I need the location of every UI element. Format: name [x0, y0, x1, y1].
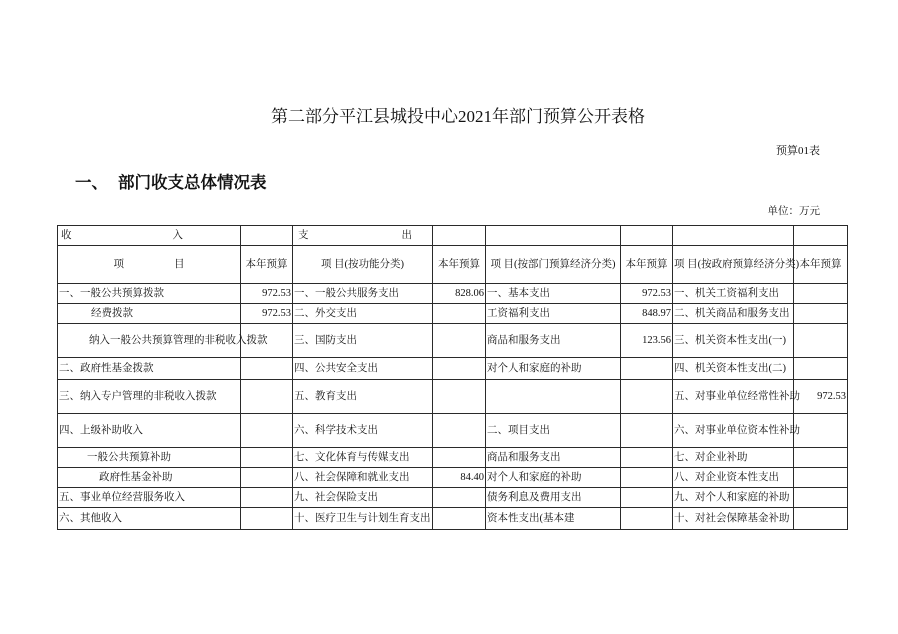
gov-item-cell: 一、机关工资福利支出	[673, 284, 794, 304]
income-char-2: 入	[172, 229, 183, 241]
header-by-gov-econ: 项 目(按政府预算经济分类)	[673, 246, 794, 284]
function-item-cell: 五、教育支出	[293, 380, 433, 414]
income-item-cell: 三、纳入专户管理的非税收入拨款	[58, 380, 241, 414]
empty-cell	[433, 414, 486, 448]
income-item-cell: 六、其他收入	[58, 508, 241, 530]
header-item-char-1: 项	[113, 258, 124, 270]
empty-cell	[621, 358, 673, 380]
table-row	[58, 468, 848, 488]
income-item-cell: 一、一般公共预算拨款	[58, 284, 241, 304]
section-heading-number: 一、	[75, 173, 108, 192]
empty-cell	[433, 448, 486, 468]
empty-cell	[794, 226, 848, 246]
income-budget-cell: 972.53	[241, 304, 293, 324]
dept-item-cell: 商品和服务支出	[486, 324, 621, 358]
dept-budget-cell: 848.97	[621, 304, 673, 324]
table-top-row	[58, 226, 848, 246]
gov-item-cell: 九、对个人和家庭的补助	[673, 488, 794, 508]
empty-cell	[621, 380, 673, 414]
section-heading	[75, 172, 267, 194]
dept-item-cell: 债务利息及费用支出	[486, 488, 621, 508]
dept-item-cell: 一、基本支出	[486, 284, 621, 304]
unit-label: 单位：万元	[767, 206, 820, 217]
dept-item-cell: 商品和服务支出	[486, 448, 621, 468]
income-budget-cell: 972.53	[241, 284, 293, 304]
gov-item-cell: 二、机关商品和服务支出	[673, 304, 794, 324]
table-row	[58, 380, 848, 414]
table-header-row	[58, 246, 848, 284]
empty-cell	[241, 226, 293, 246]
header-gov-budget: 本年预算	[794, 246, 848, 284]
empty-cell	[241, 468, 293, 488]
table-row	[58, 358, 848, 380]
empty-cell	[433, 508, 486, 530]
empty-cell	[794, 508, 848, 530]
header-dept-budget: 本年预算	[621, 246, 673, 284]
empty-cell	[621, 448, 673, 468]
empty-cell	[794, 324, 848, 358]
empty-cell	[433, 226, 486, 246]
empty-cell	[794, 488, 848, 508]
empty-cell	[241, 448, 293, 468]
dept-item-cell: 对个人和家庭的补助	[486, 358, 621, 380]
empty-cell	[794, 358, 848, 380]
dept-budget-cell: 123.56	[621, 324, 673, 358]
empty-cell	[486, 226, 621, 246]
dept-item-cell: 对个人和家庭的补助	[486, 468, 621, 488]
empty-cell	[241, 488, 293, 508]
table-row	[58, 324, 848, 358]
header-income-item	[58, 246, 241, 284]
gov-item-cell: 四、机关资本性支出(二)	[673, 358, 794, 380]
empty-cell	[794, 448, 848, 468]
empty-cell	[621, 488, 673, 508]
header-function-budget: 本年预算	[433, 246, 486, 284]
gov-item-cell: 八、对企业资本性支出	[673, 468, 794, 488]
income-item-cell: 一般公共预算补助	[58, 448, 241, 468]
empty-cell	[794, 468, 848, 488]
empty-cell	[621, 468, 673, 488]
section-heading-text: 部门收支总体情况表	[118, 173, 267, 192]
empty-cell	[794, 304, 848, 324]
income-item-cell: 纳入一般公共预算管理的非税收入拨款	[58, 324, 241, 358]
empty-cell	[241, 508, 293, 530]
income-item-cell: 五、事业单位经营服务收入	[58, 488, 241, 508]
income-item-cell: 四、上级补助收入	[58, 414, 241, 448]
empty-cell	[433, 358, 486, 380]
function-item-cell: 九、社会保险支出	[293, 488, 433, 508]
income-section-header	[58, 226, 241, 246]
empty-cell	[241, 414, 293, 448]
dept-budget-cell: 972.53	[621, 284, 673, 304]
gov-item-cell: 十、对社会保障基金补助	[673, 508, 794, 530]
gov-item-cell: 三、机关资本性支出(一)	[673, 324, 794, 358]
empty-cell	[433, 304, 486, 324]
income-item-cell: 二、政府性基金拨款	[58, 358, 241, 380]
function-item-cell: 十、医疗卫生与计划生育支出	[293, 508, 433, 530]
empty-cell	[621, 226, 673, 246]
empty-cell	[433, 324, 486, 358]
document-title: 第二部分平江县城投中心2021年部门预算公开表格	[271, 107, 645, 126]
table-row	[58, 304, 848, 324]
gov-item-cell: 五、对事业单位经常性补助	[673, 380, 794, 414]
function-item-cell: 一、一般公共服务支出	[293, 284, 433, 304]
empty-cell	[673, 226, 794, 246]
gov-item-cell: 七、对企业补助	[673, 448, 794, 468]
income-char-1: 收	[61, 229, 72, 241]
function-item-cell: 二、外交支出	[293, 304, 433, 324]
table-row	[58, 488, 848, 508]
expense-char-1: 支	[298, 229, 309, 241]
empty-cell	[433, 488, 486, 508]
empty-cell	[621, 508, 673, 530]
header-by-dept-econ: 项 目(按部门预算经济分类)	[486, 246, 621, 284]
header-income-budget: 本年预算	[241, 246, 293, 284]
expense-char-2: 出	[401, 229, 412, 241]
empty-cell	[241, 358, 293, 380]
function-budget-cell: 84.40	[433, 468, 486, 488]
table-row	[58, 414, 848, 448]
table-row	[58, 508, 848, 530]
function-budget-cell: 828.06	[433, 284, 486, 304]
dept-item-cell: 二、项目支出	[486, 414, 621, 448]
empty-cell	[621, 414, 673, 448]
empty-cell	[241, 380, 293, 414]
table-code: 预算01表	[776, 145, 820, 157]
dept-item-cell: 资本性支出(基本建	[486, 508, 621, 530]
budget-summary-table	[57, 225, 848, 530]
header-item-char-2: 目	[174, 258, 185, 270]
gov-budget-cell: 972.53	[794, 380, 848, 414]
gov-item-cell: 六、对事业单位资本性补助	[673, 414, 794, 448]
income-item-cell: 经费拨款	[58, 304, 241, 324]
empty-cell	[794, 414, 848, 448]
empty-cell	[433, 380, 486, 414]
function-item-cell: 八、社会保障和就业支出	[293, 468, 433, 488]
function-item-cell: 四、公共安全支出	[293, 358, 433, 380]
expense-section-header	[293, 226, 433, 246]
empty-cell	[794, 284, 848, 304]
function-item-cell: 七、文化体育与传媒支出	[293, 448, 433, 468]
function-item-cell: 三、国防支出	[293, 324, 433, 358]
table-row	[58, 284, 848, 304]
header-by-function: 项 目(按功能分类)	[293, 246, 433, 284]
empty-cell	[486, 380, 621, 414]
income-item-cell: 政府性基金补助	[58, 468, 241, 488]
dept-item-cell: 工资福利支出	[486, 304, 621, 324]
table-row	[58, 448, 848, 468]
function-item-cell: 六、科学技术支出	[293, 414, 433, 448]
